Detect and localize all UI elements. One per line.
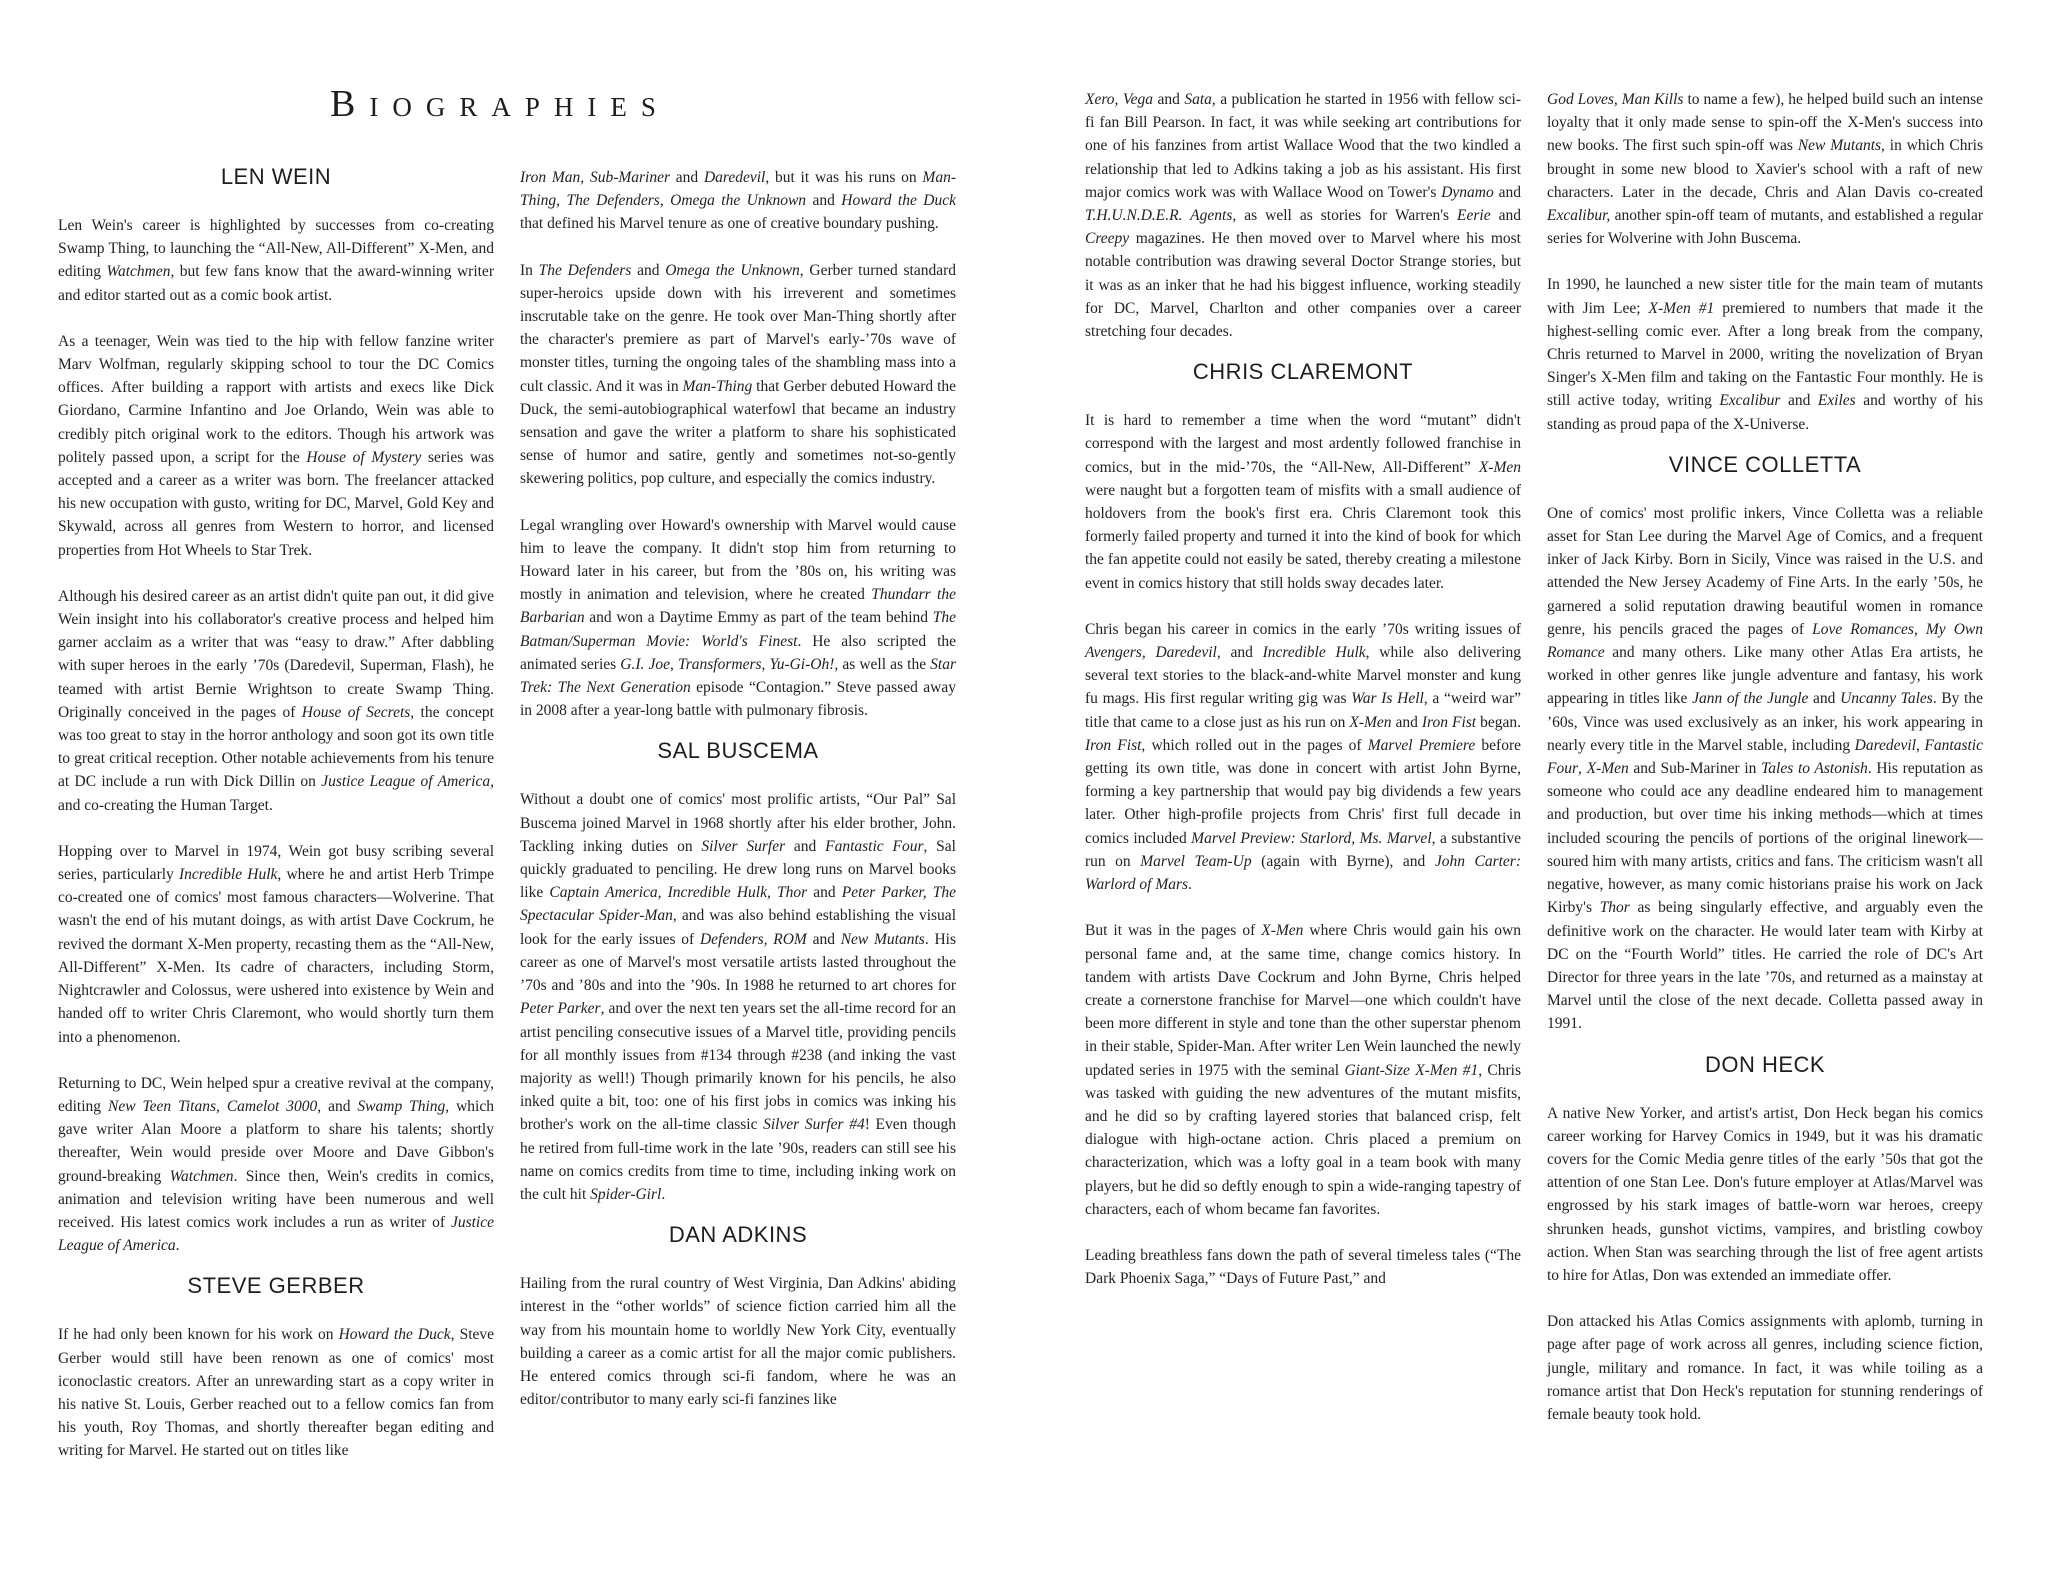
dan-adkins-heading: DAN ADKINS (668, 1222, 808, 1248)
column-4 (1547, 88, 1983, 1426)
vince-colletta-heading: VINCE COLLETTA (1668, 451, 1862, 477)
chris-claremont-paragraph-2: Chris began his career in comics in the early ’70s writing issues of Avengers, Daredevil, and Incredible Hulk, while also delivering several text stories to the black-and-white Marvel monster and kung fu mags. His first regular writing gig was War Is Hell, a “weird war” title that came to a close just as his run on X-Men and Iron Fist began. Iron Fist, which rolled out in the pages of Marvel Premiere before getting its own title, was done in concert with artist John Byrne, forming a key partnership that would pay big dividends a few years later. Other high-profile projects from Chris' first full decade in comics included Marvel Preview: Starlord, Ms. Marvel, a substantive run on Marvel Team-Up (again with Byrne), and John Carter: Warlord of Mars. (1085, 620, 1522, 894)
steve-gerber-paragraph-3: Legal wrangling over Howard's ownership with Marvel would cause him to leave the company. It didn't stop him from returning to Howard later in his career, but from the ’80s on, his writing was mostly in animation and television, where he created Thundarr the Barbarian and won a Daytime Emmy as part of the team behind The Batman/Superman Movie: World's Finest. He also scripted the animated series G.I. Joe, Transformers, Yu-Gi-Oh!, as well as the Star Trek: The Next Generation episode “Contagion.” Steve passed away in 2008 after a year-long battle with pulmonary fibrosis. (520, 516, 957, 720)
chris-claremont-paragraph-1: It is hard to remember a time when the word “mutant” didn't correspond with the largest and most ardently followed franchise in comics, but in the mid-’70s, the “All-New, All-Different” X-Men were naught but a forgotten team of misfits with a small audience of holdovers from the book's first era. Chris Claremont took this formerly failed property and turned it into the kind of book for which the fan appetite could not easily be sated, thereby creating a milestone event in comics history that still holds sway decades later. (1085, 412, 1521, 592)
len-wein-paragraph-3: Although his desired career as an artist didn't quite pan out, it did give Wein insight into his collaborator's creative process and helped him garner acclaim as a writer that was “easy to draw.” After dabbling with super heroes in the early ’70s (Daredevil, Superman, Flash), he teamed with artist Bernie Wrightson to create Swamp Thing. Originally conceived in the pages of House of Secrets, the concept was too great to stay in the horror anthology and soon got its own title to great critical reception. Other notable achievements from his tenure at DC include a run with Dick Dillin on Justice League of America, and co-creating the Human Target. (58, 587, 494, 814)
chris-claremont-heading: CHRIS CLAREMONT (1192, 359, 1414, 385)
chris-claremont-paragraph-3: But it was in the pages of X-Men where Chris would gain his own personal fame and, at the same time, change comics history. In tandem with artists Dave Cockrum and John Byrne, Chris helped create a cornerstone franchise for Marvel—one which couldn't have been more different in style and tone than the other superstar phenom in their stable, Spider-Man. After writer Len Wein launched the newly updated series in 1975 with the seminal Giant-Size X-Men #1, Chris was tasked with guiding the new adventures of the mutant misfits, and he did so by crafting layered stories that balanced crisp, felt dialogue with high-octane action. Chris placed a premium on characterization, which was a lofty goal in a team book with many players, but he did so deftly enough to spin a wide-ranging tapestry of characters, each of whom became fan favorites. (1085, 922, 1522, 1218)
steve-gerber-paragraph-1-continued: Iron Man, Sub-Mariner and Daredevil, but it was his runs on Man-Thing, The Defenders, Omega the Unknown and Howard the Duck that defined his Marvel tenure as one of creative boundary pushing. (520, 169, 956, 233)
steve-gerber-paragraph-1-start: If he had only been known for his work on Howard the Duck, Steve Gerber would still have been renown as one of comics' most iconoclastic creators. After an unrewarding start as a copy writer in his native St. Louis, Gerber reached out to a fellow comics fan from his youth, Roy Thomas, and shortly thereafter began editing and writing for Marvel. He started out on titles like (58, 1326, 495, 1460)
steve-gerber-heading: STEVE GERBER (187, 1273, 365, 1299)
column-2 (520, 166, 956, 1411)
steve-gerber-paragraph-2: In The Defenders and Omega the Unknown, Gerber turned standard super-heroics upside down with his irreverent and sometimes inscrutable take on the genre. He took over Man-Thing shortly after the character's premiere as part of Marvel's early-’70s wave of monster titles, turning the ongoing tales of the shambling mass into a cult classic. And it was in Man-Thing that Gerber debuted Howard the Duck, the semi-autobiographical waterfowl that became an industry sensation and gave the writer a platform to share his sophisticated sense of humor and satire, gently and sometimes not-so-gently skewering politics, pop culture, and especially the comics industry. (520, 261, 957, 488)
chris-claremont-paragraph-4-continued: God Loves, Man Kills to name a few), he helped build such an intense loyalty that it only made sense to spin-off the X-Men's success into new books. The first such spin-off was New Mutants, in which Chris brought in some new blood to Xavier's school with a raft of new characters. Later in the decade, Chris and Alan Davis co-created Excalibur, another spin-off team of mutants, and established a regular series for Wolverine with John Buscema. (1547, 91, 1984, 248)
chris-claremont-paragraph-5: In 1990, he launched a new sister title for the main team of mutants with Jim Lee; X-Men #1 premiered to numbers that made it the highest-selling comic ever. After a long break from the company, Chris returned to Marvel in 2000, writing the novelization of Bryan Singer's X-Men film and taking on the Fantastic Four monthly. He is still active today, writing Excalibur and Exiles and worthy of his standing as proud papa of the X-Universe. (1547, 276, 1983, 433)
chris-claremont-paragraph-4-start: Leading breathless fans down the path of several timeless tales (“The Dark Phoenix Saga,” “Days of Future Past,” and (1085, 1246, 1521, 1288)
sal-buscema-paragraph-1: Without a doubt one of comics' most prolific artists, “Our Pal” Sal Buscema joined Marvel in 1968 shortly after his elder brother, John. Tackling inking duties on Silver Surfer and Fantastic Four, Sal quickly graduated to penciling. He drew long runs on Marvel books like Captain America, Incredible Hulk, Thor and Peter Parker, The Spectacular Spider-Man, and was also behind establishing the visual look for the early issues of Defenders, ROM and New Mutants. His career as one of Marvel's most versatile artists lasted throughout the ’70s and ’80s and into the ’90s. In 1988 he returned to art chores for Peter Parker, and over the next ten years set the all-time record for an artist penciling consecutive issues of a Marvel title, providing pencils for all monthly issues from #134 through #238 (and inking the vast majority as well!) Though primarily known for his pencils, he also inked quite a bit, too: one of his first jobs in comics was inking his brother's work on the all-time classic Silver Surfer #4! Even though he retired from full-time work in the late ’90s, readers can still see his name on comics credits from time to time, including inking work on the cult hit Spider-Girl. (520, 791, 957, 1203)
dan-adkins-paragraph-1-start: Hailing from the rural country of West Virginia, Dan Adkins' abiding interest in the “other worlds” of science fiction carried him all the way from his mountain home to worldly New York City, eventually building a career as a comic artist for all the major comic publishers. He entered comics through sci-fi fandom, where he was an editor/contributor to many early sci-fi fanzines like (520, 1275, 956, 1409)
don-heck-paragraph-1: A native New Yorker, and artist's artist, Don Heck began his comics career working for Harvey Comics in 1949, but it was his dramatic covers for the Comic Media genre titles of the early ’50s that got the attention of one Stan Lee. Don's future employer at Atlas/Marvel was engrossed by his stark images of battle-worn war heroes, creepy shrunken heads, gunshot victims, vampires, and bristling cowboy action. When Stan was searching through the list of free agent artists to hire for Atlas, Don was extended an immediate offer. (1547, 1104, 1983, 1284)
page-title: Biographies (330, 83, 670, 125)
vince-colletta-paragraph-1: One of comics' most prolific inkers, Vince Colletta was a reliable asset for Stan Lee during the Marvel Age of Comics, and a frequent inker of Jack Kirby. Born in Sicily, Vince was raised in the U.S. and attended the New Jersey Academy of Fine Arts. In the early ’50s, he garnered a solid reputation drawing beautiful women in romance genre, his pencils graced the pages of Love Romances, My Own Romance and many others. Like many other Atlas Era artists, he worked in other genres like jungle adventure and fantasy, his work appearing in titles like Jann of the Jungle and Uncanny Tales. By the ’60s, Vince was used exclusively as an inker, his work appearing in nearly every title in the Marvel stable, including Daredevil, Fantastic Four, X-Men and Sub-Mariner in Tales to Astonish. His reputation as someone who could ace any deadline endeared him to management and production, but over time his inking methods—which at times included scouring the pencils of portions of the original linework—soured him with many artists, critics and fans. The criticism wasn't all negative, however, as many comic historians praise his work on Jack Kirby's Thor as being singularly effective, and arguably even the definitive work on the character. He would later team with Kirby at DC on the “Fourth World” titles. He carried the role of DC's Art Director for three years in the late ’70s, and returned as a mainstay at Marvel until the close of the next decade. Colletta passed away in 1991. (1547, 504, 1984, 1033)
dan-adkins-paragraph-1-continued: Xero, Vega and Sata, a publication he started in 1956 with fellow sci-fi fan Bill Pearson. In fact, it was while seeking art contributions for one of his fanzines from artist Wallace Wood that the two kindled a relationship that led to Adkins taking a job as his assistant. His first major comics work was with Wallace Wood on Tower's Dynamo and T.H.U.N.D.E.R. Agents, as well as stories for Warren's Eerie and Creepy magazines. He then moved over to Marvel where his most notable contribution was drawing several Doctor Strange stories, but it was as an inker that he had his biggest influence, working steadily for DC, Marvel, Charlton and other companies over a career stretching four decades. (1085, 91, 1521, 341)
len-wein-paragraph-2: As a teenager, Wein was tied to the hip with fellow fanzine writer Marv Wolfman, regularly skipping school to tour the DC Comics offices. After building a rapport with artists and execs like Dick Giordano, Carmine Infantino and Joe Orlando, Wein was able to credibly pitch original work to the editors. Though his artwork was politely passed upon, a script for the House of Mystery series was accepted and a career as a writer was born. The freelancer attacked his new occupation with gusto, writing for DC, Marvel, Gold Key and Skywald, across all genres from Western to horror, and licensed properties from Hot Wheels to Star Trek. (58, 332, 494, 559)
len-wein-paragraph-4: Hopping over to Marvel in 1974, Wein got busy scribing several series, particularly Incredible Hulk, where he and artist Herb Trimpe co-created one of comics' most famous characters—Wolverine. That wasn't the end of his mutant doings, as with artist Dave Cockrum, he revived the dormant X-Men property, recasting them as the “All-New, All-Different” X-Men. Its cadre of characters, including Storm, Nightcrawler and Colossus, were ushered into existence by Wein and handed off to writer Chris Claremont, who would shortly turn them into a phenomenon. (58, 842, 495, 1046)
len-wein-heading: LEN WEIN (220, 164, 332, 189)
column-3 (1085, 88, 1521, 1290)
don-heck-paragraph-2: Don attacked his Atlas Comics assignments with aplomb, turning in page after page of work across all genres, including science fiction, jungle, military and romance. In fact, it was while toiling as a romance artist that Don Heck's reputation for stunning renderings of female beauty took hold. (1547, 1313, 1983, 1423)
column-1 (58, 162, 494, 1463)
len-wein-paragraph-1: Len Wein's career is highlighted by successes from co-creating Swamp Thing, to launching the “All-New, All-Different” X-Men, and editing Watchmen, but few fans know that the award-winning writer and editor started out as a comic book artist. (58, 217, 494, 304)
len-wein-paragraph-5: Returning to DC, Wein helped spur a creative revival at the company, editing New Teen Titans, Camelot 3000, and Swamp Thing, which gave writer Alan Moore a platform to share his talents; shortly thereafter, Wein would preside over Moore and Dave Gibbon's ground-breaking Watchmen. Since then, Wein's credits in comics, animation and television writing have been numerous and well received. His latest comics work includes a run as writer of Justice League of America. (58, 1074, 494, 1255)
don-heck-heading: DON HECK (1704, 1051, 1826, 1077)
sal-buscema-heading: SAL BUSCEMA (657, 738, 819, 764)
